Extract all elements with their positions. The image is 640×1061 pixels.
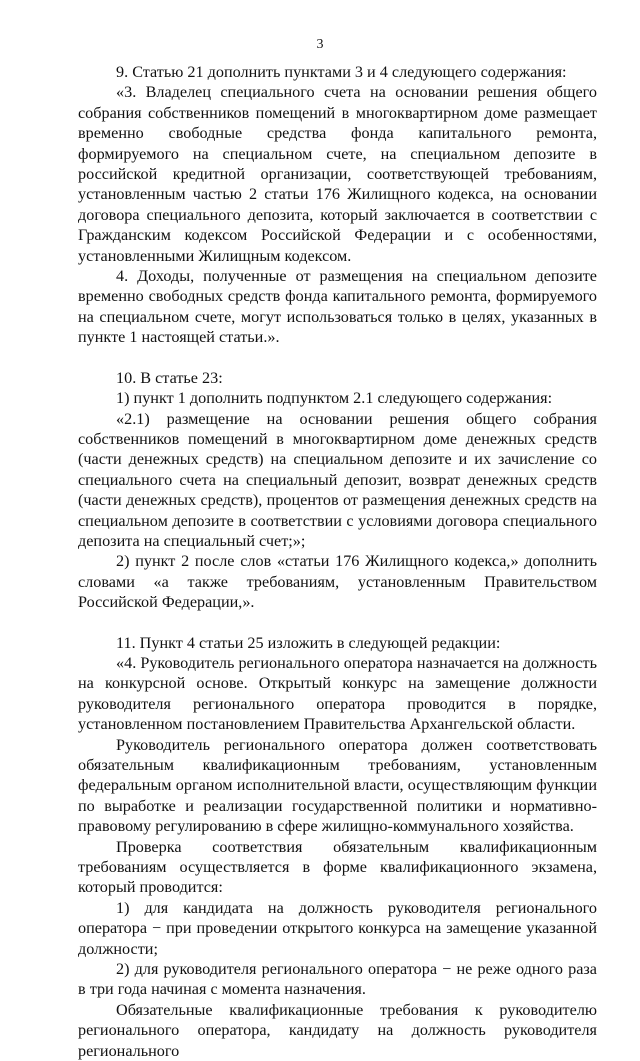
paragraph-article-23-item-1: 1) пункт 1 дополнить подпунктом 2.1 следующего содержания: (116, 389, 553, 408)
paragraph-article-21-intro: 9. Статью 21 дополнить пунктами 3 и 4 следующего содержания: (116, 63, 567, 81)
paragraph-gap (78, 613, 597, 633)
paragraph-article-25-exam: Проверка соответствия обязательным квалификационным требованиям осуществляется в форме квалификационного экзамена, который проводится: (78, 837, 597, 897)
paragraph-article-21-point-3: «3. Владелец специального счета на основании решения общего собрания собственников помещений в многоквартирном доме размещает временно свободные средства фонда капитального ремонта, формируемого на специальном счете, на специальном депозите в российской кредитной организации, соответствующей требованиям, установленным частью 2 статьи 176 Жилищного кодекса, на основании договора специального депозита, который заключается в соответствии с Гражданским кодексом Российской Федерации и с особенностями, установленными Жилищным кодексом. (78, 83, 597, 265)
page-number: 3 (316, 37, 324, 52)
paragraph-article-25-qualifications: Обязательные квалификационные требования к руководителю регионального оператора, кандидату на должность руководителя регионального (78, 1000, 597, 1060)
document-body (78, 62, 597, 1061)
paragraph-article-25-intro: 11. Пункт 4 статьи 25 изложить в следующей редакции: (116, 633, 501, 652)
paragraph-article-25-exam-item-1: 1) для кандидата на должность руководителя регионального оператора − при проведении открытого конкурса на замещение указанной должности; (78, 898, 597, 958)
paragraph-article-25-requirements: Руководитель регионального оператора должен соответствовать обязательным квалификационным требованиям, установленным федеральным органом исполнительной власти, осуществляющим функции по выработке и реализации государственной политики и нормативно-правовому регулированию в сфере жилищно-коммунального хозяйства. (78, 735, 597, 836)
paragraph-gap (78, 348, 597, 368)
paragraph-article-23-subitem-2-1: «2.1) размещение на основании решения общего собрания собственников помещений в многоквартирном доме денежных средств (части денежных средств) на специальном депозите и их зачисление со специального счета на специальный депозит, возврат денежных средств (части денежных средств), процентов от размещения денежных средств на специальном депозите в соответствии с условиями договора специального депозита на специальный счет;»; (78, 409, 597, 550)
paragraph-article-25-exam-item-2: 2) для руководителя регионального оператора − не реже одного раза в три года начиная с момента назначения. (78, 960, 597, 999)
paragraph-article-25-point-4: «4. Руководитель регионального оператора назначается на должность на конкурсной основе. Открытый конкурс на замещение должности руководителя регионального оператора проводится в порядке, установленном постановлением Правительства Архангельской области. (78, 653, 597, 734)
paragraph-article-21-point-4: 4. Доходы, полученные от размещения на специальном депозите временно свободных средств фонда капитального ремонта, формируемого на специальном счете, могут использоваться только в целях, указанных в пункте 1 настоящей статьи.». (78, 267, 597, 347)
paragraph-article-23-intro: 10. В статье 23: (116, 368, 223, 387)
paragraph-article-23-item-2: 2) пункт 2 после слов «статьи 176 Жилищного кодекса,» дополнить словами «а также требованиям, установленным Правительством Российской Федерации,». (78, 552, 597, 612)
